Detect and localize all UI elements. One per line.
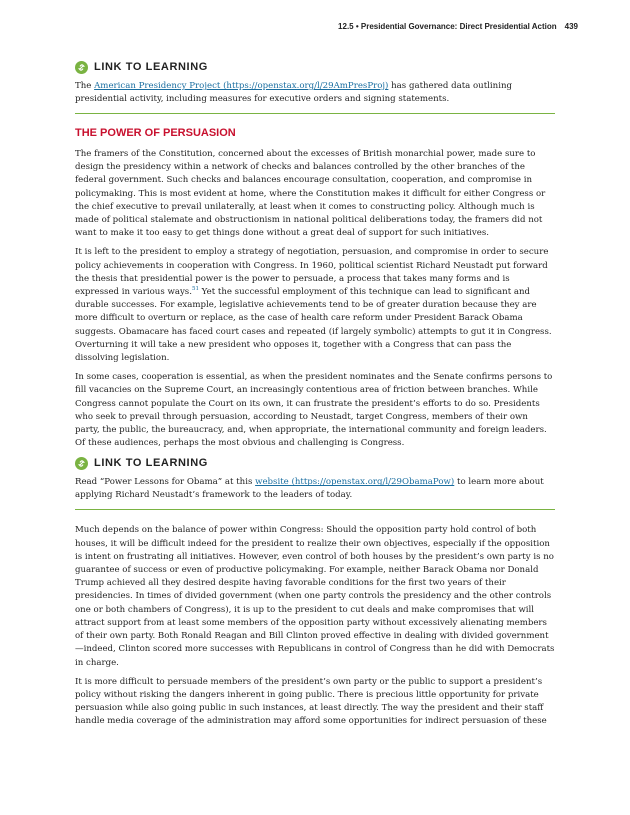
link-to-learning-title: LINK TO LEARNING — [94, 457, 208, 470]
footnote-reference[interactable]: 51 — [191, 286, 199, 293]
text-segment: It is left to the president to employ a strategy of negotiation, persuasion, and compromise in order to secure policy achievements in cooperation with Congress. In 1960, political scientist Richard Neustadt put forward the thesis that presidential power is the power to persuade, a process that takes many forms and is expressed in various ways. — [75, 247, 549, 298]
link-to-learning-header — [75, 58, 555, 76]
power-lessons-website-link[interactable]: website (https://openstax.org/l/29ObamaPow) — [255, 477, 455, 488]
american-presidency-project-link[interactable]: American Presidency Project (https://openstax.org/l/29AmPresProj) — [94, 81, 389, 91]
page-number: 439 — [564, 22, 578, 31]
text-segment: Yet the successful employment of this technique can lead to significant and durable successes. For example, legislative achievements tend to be of greater duration because they are more difficult to overturn or replace, as the case of health care reform under President Barack Obama suggests. Obamacare has faced court cases and repeated (if largely symbolic) attempts to gut it in Congress. Overturning it will take a new president who opposes it, together with a Congress that can pass the dissolving legislation. — [75, 287, 552, 364]
text-segment: to learn more about applying Richard Neustadt’s framework to the leaders of today. — [75, 477, 544, 501]
body-paragraph-4: Much depends on the balance of power within Congress: Should the opposition party hold control of both houses, it will be difficult indeed for the president to realize their own objectives, especially if the opposition is intent on frustrating all initiatives. However, even control of both houses by the president’s own party is no guarantee of success or even of productive policymaking. For example, neither Barack Obama nor Donald Trump achieved all they desired despite having favorable conditions for the first two years of their presidencies. In times of divided government (when one party controls the presidency and the other controls one or both chambers of Congress), it is up to the president to cut deals and make compromises that will attract support from at least some members of the opposition party without excessively alienating members of their own party. Both Ronald Reagan and Bill Clinton proved effective in dealing with divided government—indeed, Clinton scored more successes with Republicans in control of Congress than he did with Democrats in charge. — [75, 525, 555, 668]
text-segment: Read “Power Lessons for Obama” at this — [75, 477, 256, 488]
link-to-learning-box-1 — [75, 58, 555, 106]
page-content — [75, 58, 555, 729]
body-paragraph-2 — [75, 246, 555, 365]
text-segment: has gathered data outlining presidential activity, including measures for executive orders and signing statements. — [75, 81, 512, 104]
section-heading: THE POWER OF PERSUASION — [75, 127, 236, 139]
body-paragraph-3: In some cases, cooperation is essential, as when the president nominates and the Senate confirms persons to fill vacancies on the Supreme Court, an increasingly contentious area of friction between branches. While Congress cannot populate the Court on its own, it can frustrate the president’s efforts to do so. Presidents who seek to prevail through persuasion, according to Neustadt, target Congress, members of their own party, the public, the bureaucracy, and, when appropriate, the international community and foreign leaders. Of these audiences, perhaps the most obvious and challenging is Congress. — [75, 372, 553, 449]
header-section-title: 12.5 • Presidential Governance: Direct Presidential Action — [338, 22, 557, 31]
link-chain-icon — [75, 61, 88, 74]
link-to-learning-text — [75, 80, 555, 106]
running-header — [338, 22, 578, 31]
body-paragraph-1: The framers of the Constitution, concerned about the excesses of British monarchial power, made sure to design the presidency within a network of checks and balances controlled by the other branches of the federal government. Such checks and balances encourage consultation, cooperation, and compromise in policymaking. This is most evident at home, where the Constitution makes it difficult for either Congress or the chief executive to prevail unilaterally, at least when it comes to constructing policy. Although much is made of political stalemate and obstructionism in national political deliberations today, the framers did not want to make it too easy to get things done without a great deal of support for such initiatives. — [75, 149, 546, 239]
link-to-learning-title: LINK TO LEARNING — [94, 61, 208, 73]
divider-rule — [75, 509, 555, 510]
link-chain-icon — [75, 457, 88, 470]
link-to-learning-text — [75, 476, 555, 502]
divider-rule — [75, 113, 555, 114]
body-paragraph-5: It is more difficult to persuade members of the president’s own party or the public to support a president’s policy without risking the dangers inherent in going public. There is precious little opportunity for private persuasion while also going public in such instances, at least directly. The way the president and their staff handle media coverage of the administration may afford some opportunities for indirect persuasion of these — [75, 676, 547, 727]
link-to-learning-header — [75, 454, 555, 472]
text-segment: The — [75, 81, 95, 91]
link-to-learning-box-2 — [75, 454, 555, 502]
